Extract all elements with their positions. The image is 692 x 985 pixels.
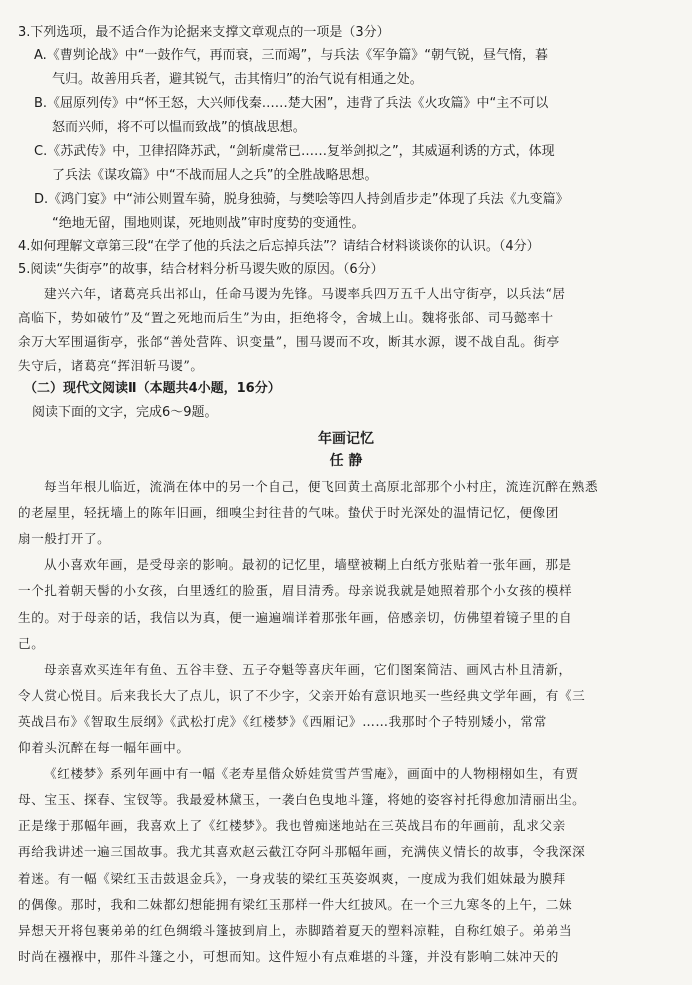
- q5-material-line: 余万大军围逼街亭，张郃“善处营阵、识变量”，围马谡而不攻，断其水源，谡不战自乱。街亭: [18, 334, 560, 349]
- article-line: 一个扎着朝天髻的小女孩，白里透红的脸蛋，眉目清秀。母亲说我就是她照着那个小女孩的模样: [18, 583, 573, 598]
- article-line: 英战吕布》《智取生辰纲》《武松打虎》《红楼梦》《西厢记》……我那时个子特别矮小，常常: [18, 714, 547, 729]
- q5-material-line: 建兴六年，诸葛亮兵出祁山，任命马谡为先锋。马谡率兵四万五千人出守街亭，以兵法“居: [44, 286, 566, 301]
- article-line: 正是缘于那幅年画，我喜欢上了《红楼梦》。我也曾痴迷地站在三英战吕布的年画前，乱求父亲: [18, 818, 566, 833]
- article-line: 仰着头沉醉在每一幅年画中。: [18, 740, 190, 755]
- article-line: 己。: [18, 636, 45, 651]
- article-line: 每当年根儿临近，流淌在体中的另一个自己，便飞回黄土高原北部那个小村庄，流连沉醉在熟悉: [44, 479, 599, 494]
- article-line: 着迷。有一幅《梁红玉击鼓退金兵》，一身戎装的梁红玉英姿飒爽，一度成为我们姐妹最为膜拜: [18, 871, 566, 886]
- article-line: 母亲喜欢买连年有鱼、五谷丰登、五子夺魁等喜庆年画，它们图案简洁、画风古朴且清新，: [44, 662, 572, 677]
- article-line: 令人赏心悦目。后来我长大了点儿，识了不少字，父亲开始有意识地买一些经典文学年画，有《三: [18, 688, 586, 703]
- q5-material-line: 失守后，诸葛亮“挥泪斩马谡”。: [18, 358, 204, 373]
- article-author: 任 静: [329, 453, 363, 469]
- article-line: 再给我讲述一遍三国故事。我尤其喜欢赵云截江夺阿斗那幅年画，充满侠义情长的故事，令我深深: [18, 844, 586, 859]
- option-c-line-1: C.《苏武传》中，卫律招降苏武，“剑斩虞常已……复举剑拟之”，其威逼利诱的方式，体现: [34, 144, 555, 159]
- section-instruction: 阅读下面的文字，完成6～9题。: [32, 405, 218, 420]
- option-b-line-2: 怒而兴师，将不可以愠而致战”的慎战思想。: [52, 120, 306, 135]
- option-d-line-1: D.《鸿门宴》中“沛公则置车骑，脱身独骑，与樊哙等四人持剑盾步走”体现了兵法《九变篇》: [34, 192, 569, 207]
- section-heading: （二）现代文阅读Ⅱ（本题共4小题，16分）: [24, 381, 281, 396]
- article-line: 时尚在襁褓中，那件斗篷之小，可想而知。这件短小有点难堪的斗篷，并没有影响二妹冲天的: [18, 949, 559, 964]
- article-line: 母、宝玉、探春、宝钗等。我最爱林黛玉，一袭白色曳地斗篷，将她的姿容衬托得愈加清丽出尘。: [18, 792, 586, 807]
- option-a-line-2: 气归。故善用兵者，避其锐气，击其惰归”的治气说有相通之处。: [52, 72, 423, 87]
- option-d-line-2: “绝地无留，围地则谋，死地则战”审时度势的变通性。: [52, 216, 365, 231]
- option-c-line-2: 了兵法《谋攻篇》中“不战而屈人之兵”的全胜战略思想。: [52, 168, 378, 183]
- article-line: 异想天开将包裹弟弟的红色绸缎斗篷披到肩上，赤脚踏着夏天的塑料凉鞋，自称红娘子。弟弟当: [18, 923, 573, 938]
- article-line: 生的。对于母亲的话，我信以为真，便一遍遍端详着那张年画，倍感亲切，仿佛望着镜子里的自: [18, 610, 573, 625]
- q5-material-line: 高临下，势如破竹”及“置之死地而后生”为由，拒绝将令，舍城上山。魏将张郃、司马懿率十: [18, 310, 554, 325]
- question-4: 4.如何理解文章第三段“在学了他的兵法之后忘掉兵法”？请结合材料谈谈你的认识。（4分）: [18, 239, 540, 254]
- question-3-stem: 3.下列选项，最不适合作为论据来支撑文章观点的一项是（3分）: [18, 25, 390, 40]
- article-line: 《红楼梦》系列年画中有一幅《老寿星偕众娇娃赏雪芦雪庵》，画面中的人物栩栩如生，有贾: [44, 766, 579, 781]
- question-5-stem: 5.阅读“失街亭”的故事，结合材料分析马谡失败的原因。（6分）: [18, 262, 384, 277]
- article-title: 年画记忆: [318, 431, 374, 447]
- option-b-line-1: B.《屈原列传》中“怀王怒，大兴师伐秦……楚大困”，违背了兵法《火攻篇》中“主不可以: [34, 96, 549, 111]
- article-line: 的老屋里，轻抚墙上的陈年旧画，细嗅尘封往昔的气味。蛰伏于时光深处的温情记忆，便像团: [18, 505, 559, 520]
- article-line: 从小喜欢年画，是受母亲的影响。最初的记忆里，墙壁被糊上白纸方张贴着一张年画，那是: [44, 557, 572, 572]
- option-a-line-1: A.《曹刿论战》中“一鼓作气，再而衰，三而竭”，与兵法《军争篇》“朝气锐，昼气惰，暮: [34, 48, 549, 63]
- article-line: 扇一般打开了。: [18, 531, 111, 546]
- article-line: 的偶像。那时，我和二妹都幻想能拥有梁红玉那样一件大红披风。在一个三九寒冬的上午，二妹: [18, 897, 573, 912]
